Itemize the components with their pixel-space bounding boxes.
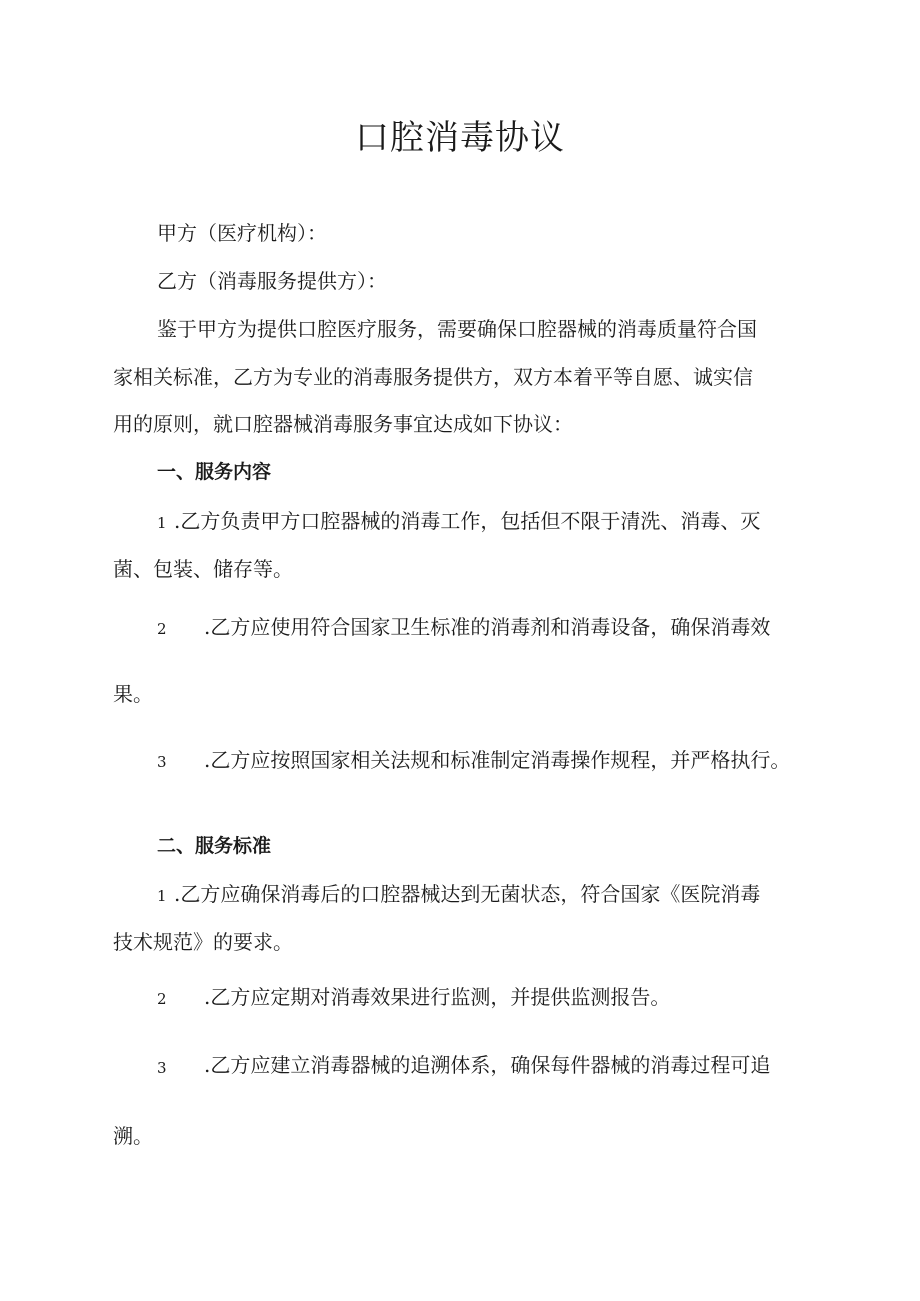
party-a-line: 甲方（医疗机构）： — [157, 221, 327, 245]
item-number: 2 — [157, 990, 167, 1008]
item-text-line: 溯。 — [113, 1124, 153, 1148]
item-text-line: 果。 — [113, 682, 153, 706]
item-text-line: .乙方应确保消毒后的口腔器械达到无菌状态，符合国家《医院消毒 — [174, 882, 761, 906]
item-text-line: 菌、包装、储存等。 — [113, 557, 293, 581]
item-number: 2 — [157, 620, 167, 638]
item-number: 1 — [157, 514, 167, 532]
preamble-line-1: 鉴于甲方为提供口腔医疗服务，需要确保口腔器械的消毒质量符合国 — [157, 317, 757, 341]
section-heading-service-standard: 二、服务标准 — [157, 835, 272, 857]
item-text-line: .乙方应按照国家相关法规和标准制定消毒操作规程，并严格执行。 — [204, 748, 791, 772]
item-number: 3 — [157, 753, 167, 771]
item-text-line: 技术规范》的要求。 — [113, 930, 293, 954]
item-text-line: .乙方应使用符合国家卫生标准的消毒剂和消毒设备，确保消毒效 — [204, 615, 771, 639]
party-b-line: 乙方（消毒服务提供方）： — [157, 269, 387, 293]
preamble-line-2: 家相关标准，乙方为专业的消毒服务提供方，双方本着平等自愿、诚实信 — [113, 365, 753, 389]
preamble-line-3: 用的原则，就口腔器械消毒服务事宜达成如下协议： — [113, 412, 573, 436]
item-text-line: .乙方应建立消毒器械的追溯体系，确保每件器械的消毒过程可追 — [204, 1053, 771, 1077]
document-title: 口腔消毒协议 — [355, 118, 565, 158]
item-number: 3 — [157, 1059, 167, 1077]
item-text-line: .乙方应定期对消毒效果进行监测，并提供监测报告。 — [204, 985, 671, 1009]
section-heading-service-content: 一、服务内容 — [157, 461, 272, 483]
item-number: 1 — [157, 887, 167, 905]
item-text-line: .乙方负责甲方口腔器械的消毒工作，包括但不限于清洗、消毒、灭 — [174, 509, 761, 533]
